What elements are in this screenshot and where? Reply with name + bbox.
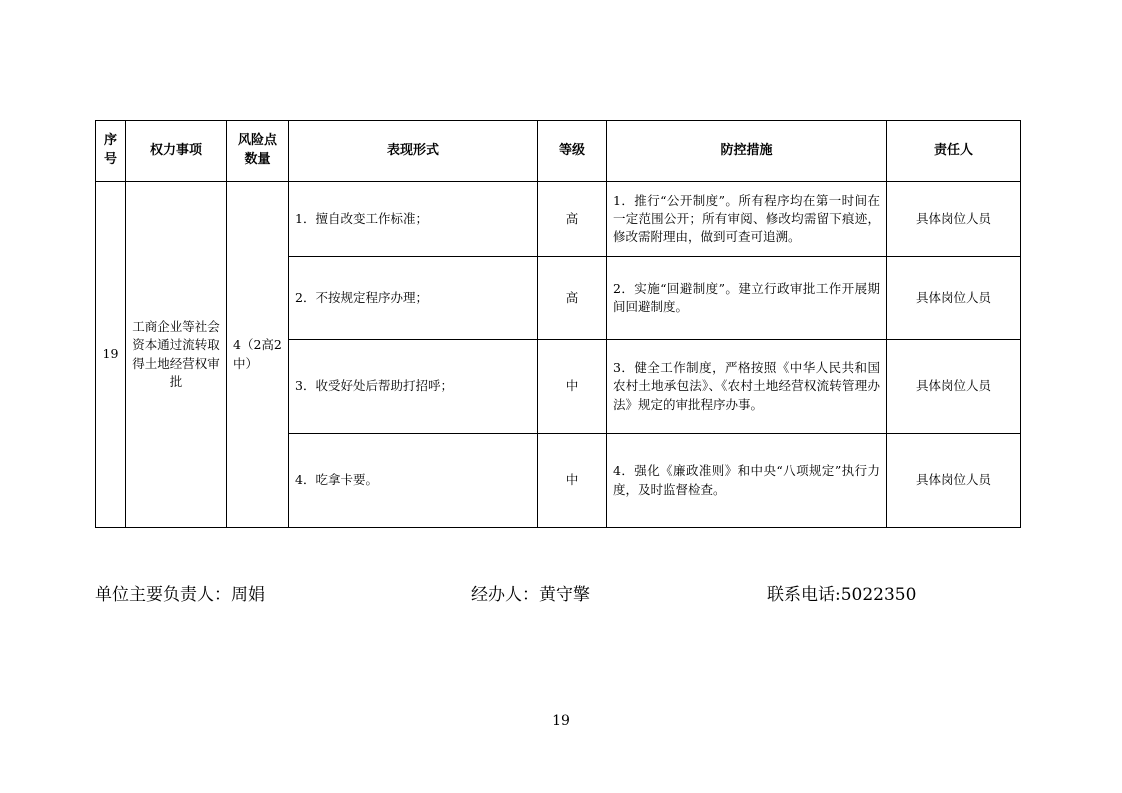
risk-control-table bbox=[95, 120, 1021, 528]
risk-level: 中 bbox=[538, 340, 607, 434]
risk-level: 高 bbox=[538, 182, 607, 257]
risk-form: 1．擅自改变工作标准； bbox=[289, 182, 538, 257]
header-responsible: 责任人 bbox=[887, 121, 1021, 182]
header-risk-count: 风险点 数量 bbox=[227, 121, 289, 182]
responsible-person: 具体岗位人员 bbox=[887, 434, 1021, 528]
header-level: 等级 bbox=[538, 121, 607, 182]
risk-form: 2．不按规定程序办理； bbox=[289, 257, 538, 340]
responsible-person: 具体岗位人员 bbox=[887, 182, 1021, 257]
header-no: 序 号 bbox=[96, 121, 126, 182]
header-form: 表现形式 bbox=[289, 121, 538, 182]
signature-footer bbox=[95, 580, 1020, 604]
control-measures: 4．强化《廉政准则》和中央“八项规定”执行力度，及时监督检查。 bbox=[607, 434, 887, 528]
header-measures: 防控措施 bbox=[607, 121, 887, 182]
page-number: 19 bbox=[552, 713, 570, 729]
entry-power-item: 工商企业等社会资本通过流转取得土地经营权审批 bbox=[126, 182, 227, 528]
unit-head: 单位主要负责人：周娟 bbox=[95, 585, 265, 605]
handler: 经办人：黄守擎 bbox=[471, 585, 590, 605]
control-measures: 2．实施“回避制度”。建立行政审批工作开展期间回避制度。 bbox=[607, 257, 887, 340]
table-row bbox=[96, 182, 1021, 257]
risk-level: 高 bbox=[538, 257, 607, 340]
entry-risk-count: 4（2高2中） bbox=[227, 182, 289, 528]
control-measures: 1．推行“公开制度”。所有程序均在第一时间在一定范围公开；所有审阅、修改均需留下痕迹，修改需附理由，做到可查可追溯。 bbox=[607, 182, 887, 257]
entry-number: 19 bbox=[96, 182, 126, 528]
risk-form: 4．吃拿卡要。 bbox=[289, 434, 538, 528]
table-header-row bbox=[96, 121, 1021, 182]
responsible-person: 具体岗位人员 bbox=[887, 340, 1021, 434]
contact-phone: 联系电话:5022350 bbox=[767, 585, 917, 605]
risk-form: 3．收受好处后帮助打招呼； bbox=[289, 340, 538, 434]
risk-level: 中 bbox=[538, 434, 607, 528]
header-power-item: 权力事项 bbox=[126, 121, 227, 182]
responsible-person: 具体岗位人员 bbox=[887, 257, 1021, 340]
control-measures: 3．健全工作制度，严格按照《中华人民共和国农村土地承包法》、《农村土地经营权流转管理办法》规定的审批程序办事。 bbox=[607, 340, 887, 434]
